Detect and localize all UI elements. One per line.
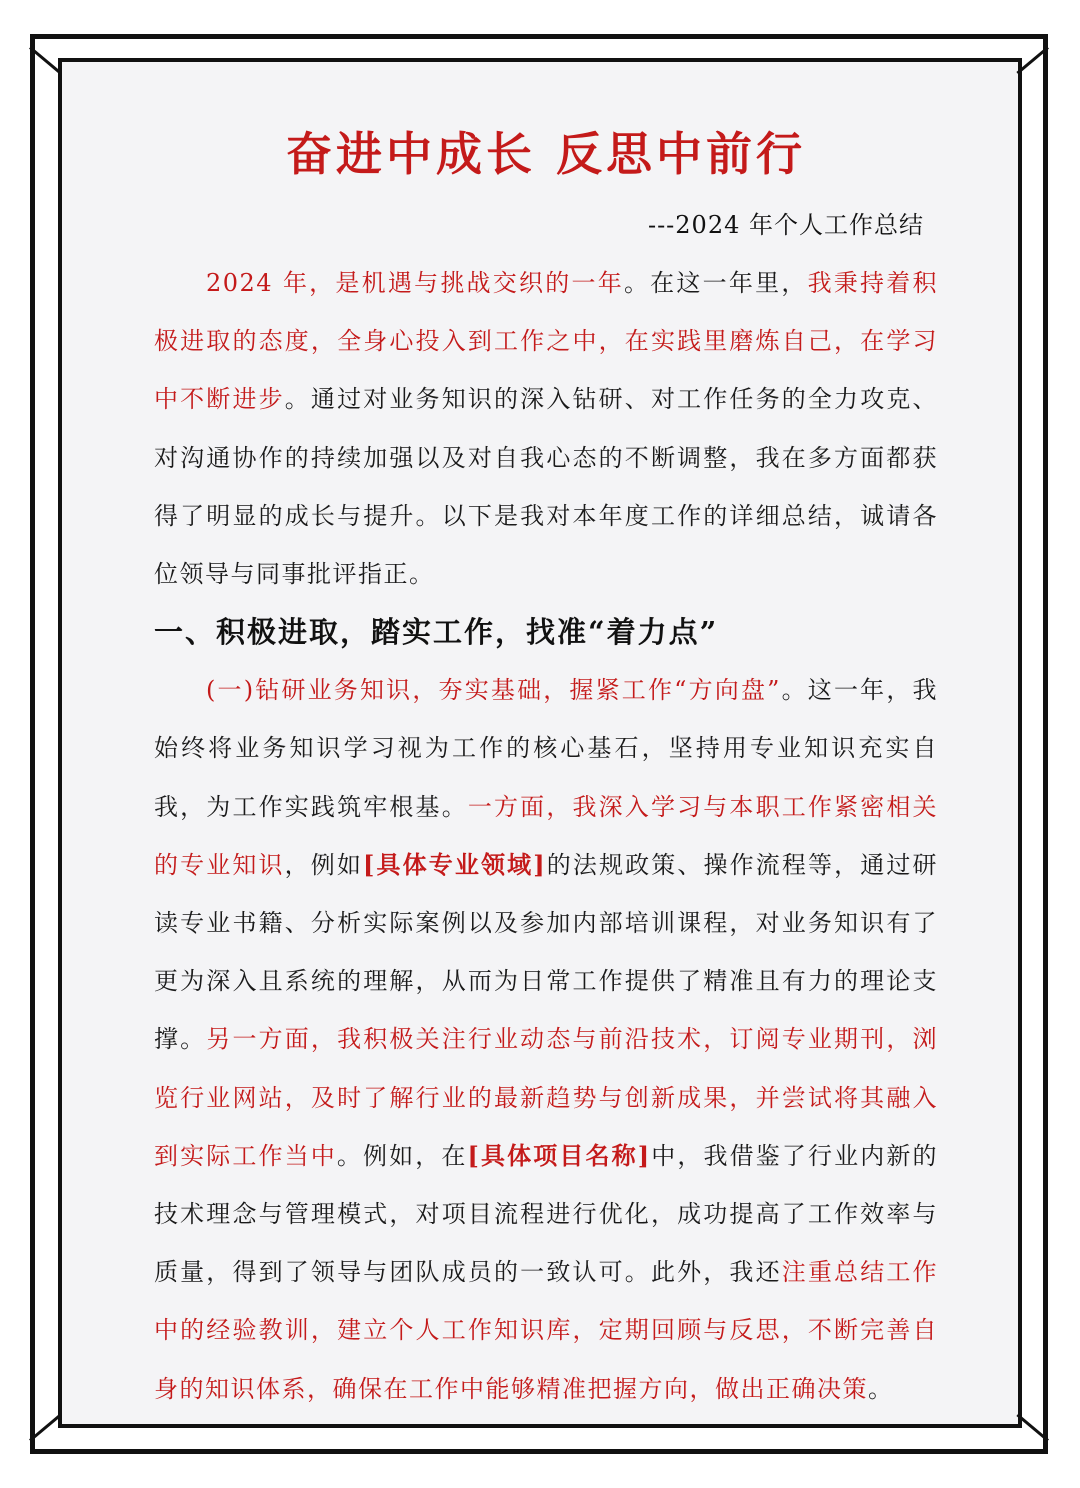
section1-highlight-3: 注重总结工作中的经验教训，建立个人工作知识库，定期回顾与反思，不断完善自身的知识体系，确保在工作中能够精准把握方向，做出正确决策	[154, 1258, 939, 1403]
document-title: 奋进中成长 反思中前行	[285, 127, 806, 181]
section1-highlight-2: 另一方面，我积极关注行业动态与前沿技术，订阅专业期刊，浏览行业网站，及时了解行业的最新趋势与创新成果，并尝试将其融入到实际工作当中	[154, 1025, 938, 1170]
section1-highlight-1: 一方面，我深入学习与本职工作紧密相关的专业知识	[154, 792, 939, 879]
section1-text-1: 。这一年，我始终将业务知识学习视为工作的核心基石，坚持用专业知识充实自我，为工作实践筑牢根基。	[154, 676, 939, 821]
document-subtitle: ---2024 年个人工作总结	[647, 211, 924, 239]
section1-text-5: 中，我借鉴了行业内新的技术理念与管理模式，对项目流程进行优化，成功提高了工作效率与质量，得到了领导与团队成员的一致认可。此外，我还	[154, 1141, 939, 1287]
intro-text-2: 。通过对业务知识的深入钻研、对工作任务的全力攻克、对沟通协作的持续加强以及对自我心态的不断调整，我在多方面都获得了明显的成长与提升。以下是我对本年度工作的详细总结，诚请各位领导与同事批评指正。	[154, 385, 939, 589]
intro-highlight-2: 我秉持着积极进取的态度，全身心投入到工作之中，在实践里磨炼自己，在学习中不断进步	[154, 269, 939, 414]
section1-text-2: ，例如	[284, 850, 364, 879]
section1-paragraph	[154, 661, 938, 1418]
section-heading-1: 一、积极进取，踏实工作，找准“着力点”	[154, 615, 719, 650]
placeholder-field: [具体专业领域]	[363, 849, 547, 879]
document-page	[154, 112, 938, 1418]
intro-text-1: 。在这一年里，	[623, 269, 808, 297]
section1-text-3: 的法规政策、操作流程等，通过研读专业书籍、分析实际案例以及参加内部培训课程，对业务知识有了更为深入且系统的理解，从而为日常工作提供了精准且有力的理论支撑。	[154, 850, 939, 1054]
section1-text-4: 。例如，在	[336, 1141, 468, 1170]
placeholder-project: [具体项目名称]	[467, 1140, 651, 1170]
section1-text-6: 。	[868, 1374, 894, 1403]
intro-highlight-1: 2024 年，是机遇与挑战交织的一年	[206, 269, 624, 297]
subsection-title: (一)钻研业务知识，夯实基础，握紧工作“方向盘”	[206, 676, 781, 705]
intro-paragraph	[154, 254, 938, 603]
